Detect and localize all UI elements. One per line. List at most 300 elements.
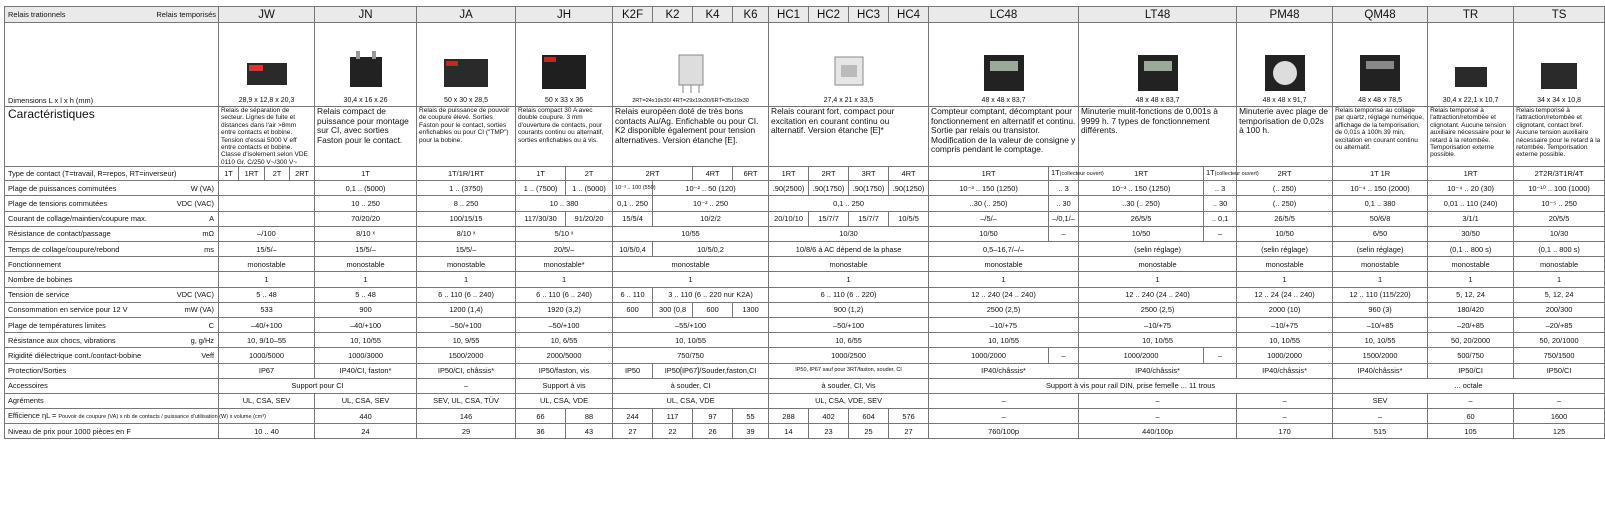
relay-photo-ja (436, 49, 496, 95)
cell-type-lc48-2-main: 1T (1051, 168, 1060, 178)
cell-service-jh: 6 .. 110 (6 .. 240) (516, 287, 613, 302)
cell-temp-lt48: –10/+75 (1079, 317, 1237, 332)
cell-times-qm48: (selin réglage) (1333, 242, 1428, 257)
label-consumption-text: Consommation en service pour 12 V (8, 305, 128, 315)
label-times-text: Temps de collage/coupure/rebond (8, 244, 120, 254)
cell-eff-hc1: 288 (769, 409, 809, 424)
cell-prot-qm48: IP40/châssis* (1333, 363, 1428, 378)
cell-shock-ja: 10, 9/55 (417, 333, 516, 348)
model-hc2: HC2 (809, 7, 849, 23)
header-label-cell (5, 7, 219, 23)
cell-prot-ts: IP50/CI (1514, 363, 1605, 378)
label-switching-voltage-unit: VDC (VAC) (176, 199, 214, 209)
dims-ja: 50 x 30 x 28,5 (444, 97, 489, 104)
label-contact-type: Type de contact (T=travail, R=repos, RT=inverseur) (5, 167, 219, 181)
row-approvals (5, 393, 1605, 408)
cell-power-jh-1: 1 .. (7500) (516, 181, 566, 196)
cell-prot-lc48: IP40/châssis* (929, 363, 1079, 378)
cell-resist-k2: 10/55 (613, 226, 769, 241)
cell-current-lt48-1: 26/5/5 (1079, 211, 1204, 226)
cell-resist-ja: 8/10 ˣ (417, 226, 516, 241)
cell-type-lt48-2 (1204, 167, 1259, 181)
cell-temp-qm48: –10/+85 (1333, 317, 1428, 332)
cell-type-jw-2: 1RT (239, 167, 265, 181)
desc-lc48: Compteur comptant, décomptant pour fonctionnement en alternatif et continu. Sortie par relais ou transistor. Modification de la valeur de consigne y compris pendant le comptage. (929, 107, 1079, 167)
cell-eff-qm48: – (1333, 409, 1428, 424)
cell-temp-tr: –20/+85 (1428, 317, 1514, 332)
label-resistance-text: Résistance de contact/passage (8, 229, 111, 239)
cell-access-jw-jn: Support pour CI (219, 378, 417, 393)
cell-power-hc3: .90(1750) (849, 181, 889, 196)
cell-coils-hc: 1 (769, 272, 929, 287)
cell-current-hc3: 15/7/7 (849, 211, 889, 226)
cell-type-jn: 1T (315, 167, 417, 181)
cell-approv-lc48: – (929, 393, 1079, 408)
label-switching-voltage (5, 196, 219, 211)
relay-photo-jh (534, 49, 594, 95)
cell-consump-qm48: 960 (3) (1333, 302, 1428, 317)
cell-times-jw: 15/5/– (219, 242, 315, 257)
row-resistance (5, 226, 1605, 241)
row-contact-type (5, 167, 1605, 181)
desc-jw: Relais de séparation de secteur. Lignes de fuite et distances dans l'air >8mm entre contacts et bobine. Tension d'essai 5000 V eff entre contacts et bobine. Classe d'isolement selon VDE 0110 Gr. C/250 V~/300 V~ (219, 107, 315, 167)
cell-power-jw (219, 181, 315, 196)
cell-temp-jh: –50/+100 (516, 317, 613, 332)
cell-price-hc2: 23 (809, 424, 849, 439)
model-ts: TS (1514, 7, 1605, 23)
cell-type-lc48-1: 1RT (929, 167, 1049, 181)
cell-func-jw: monostable (219, 257, 315, 272)
cell-dielec-jn: 1000/3000 (315, 348, 417, 363)
model-lc48: LC48 (929, 7, 1079, 23)
header-row (5, 7, 1605, 23)
cell-consump-lc48: 2500 (2,5) (929, 302, 1079, 317)
row-temperature (5, 317, 1605, 332)
cell-type-k4: 4RT (693, 167, 733, 181)
desc-tr: Relais temporisé à l'attraction/retombée et clignotant. Aucune tension auxiliaire nécessaire pour le retard à la retombée. Temporisation externe possible. (1428, 107, 1514, 167)
cell-type-hc4: 4RT (889, 167, 929, 181)
cell-coils-pm48: 1 (1237, 272, 1333, 287)
cell-power-ja: 1 .. (3750) (417, 181, 516, 196)
label-service-voltage (5, 287, 219, 302)
relay-comparison-sheet (4, 6, 1601, 506)
cell-prot-jn: IP40/CI, faston* (315, 363, 417, 378)
cell-func-pm48: monostable (1237, 257, 1333, 272)
label-efficiency-formula: Pouvoir de coupure (VA) x nb de contacts / puissance d'utilisation (W) x volume (cm³) (58, 413, 266, 420)
cell-service-hc: 6 .. 110 (6 .. 220) (769, 287, 929, 302)
cell-eff-ja: 146 (417, 409, 516, 424)
relay-photo-hc (819, 49, 879, 95)
cell-type-lt48-1: 1RT (1079, 167, 1204, 181)
cell-type-hc1: 1RT (769, 167, 809, 181)
cell-price-pm48: 170 (1237, 424, 1333, 439)
cell-voltage-lc48-2: .. 30 (1049, 196, 1079, 211)
label-dielectric-text: Rigidité diélectrique cont./contact-bobine (8, 350, 142, 360)
cell-prot-k2f: IP50 (613, 363, 653, 378)
cell-eff-pm48: – (1237, 409, 1333, 424)
cell-temp-jn: –40/+100 (315, 317, 417, 332)
cell-shock-ts: 50, 20/1000 (1514, 333, 1605, 348)
dims-ts: 34 x 34 x 10,8 (1537, 97, 1582, 104)
cell-dielec-k2: 750/750 (613, 348, 769, 363)
cell-func-jh: monostable* (516, 257, 613, 272)
cell-dielec-pm48: 1000/2000 (1237, 348, 1333, 363)
cell-dielec-hc: 1000/2500 (769, 348, 929, 363)
label-protection: Protection/Sorties (5, 363, 219, 378)
cell-voltage-lt48-2: .. 30 (1204, 196, 1237, 211)
cell-resist-pm48: 10/50 (1237, 226, 1333, 241)
cell-times-lt48: (selin réglage) (1079, 242, 1237, 257)
cell-func-k2: monostable (613, 257, 769, 272)
cell-resist-jh: 5/10 ˣ (516, 226, 613, 241)
cell-times-ja: 15/5/– (417, 242, 516, 257)
cell-shock-tr: 50, 20/2000 (1428, 333, 1514, 348)
description-row (5, 107, 1605, 167)
label-service-voltage-unit: VDC (VAC) (176, 290, 214, 300)
cell-dielec-lt48-1: 1000/2000 (1079, 348, 1204, 363)
cell-times-lc48: 0,5–16,7/–/– (929, 242, 1079, 257)
cell-voltage-k2: 10⁻² .. 250 (653, 196, 769, 211)
cell-type-tr: 1RT (1428, 167, 1514, 181)
cell-resist-lt48-1: 10/50 (1079, 226, 1204, 241)
cell-power-k2f: 10⁻³ .. 100 (550) (613, 181, 653, 196)
cell-service-k2: 3 .. 110 (6 .. 220 nur K2A) (653, 287, 769, 302)
cell-approv-tr: – (1428, 393, 1514, 408)
row-efficiency (5, 409, 1605, 424)
cell-current-hc4: 10/5/5 (889, 211, 929, 226)
photo-cell-qm48 (1333, 23, 1428, 107)
cell-access-lc-pm: Support à vis pour rail DIN, prise femelle ... 11 trous (929, 378, 1333, 393)
cell-temp-hc: –50/+100 (769, 317, 929, 332)
cell-times-pm48: (selin réglage) (1237, 242, 1333, 257)
cell-approv-qm48: SEV (1333, 393, 1428, 408)
cell-power-pm48: (.. 250) (1237, 181, 1333, 196)
cell-resist-jn: 8/10 ˣ (315, 226, 417, 241)
cell-eff-hc4: 576 (889, 409, 929, 424)
cell-consump-ts: 200/300 (1514, 302, 1605, 317)
cell-temp-ts: –20/+85 (1514, 317, 1605, 332)
desc-pm48: Minuterie avec plage de temporisation de 0,02s à 100 h. (1237, 107, 1333, 167)
cell-voltage-ts: 10⁻⁵ .. 250 (1514, 196, 1605, 211)
cell-consump-k4: 600 (693, 302, 733, 317)
cell-power-lt48-2: .. 3 (1204, 181, 1237, 196)
model-jh: JH (516, 7, 613, 23)
cell-coils-lt48: 1 (1079, 272, 1237, 287)
cell-power-ts: 10⁻¹⁰ .. 100 (1000) (1514, 181, 1605, 196)
cell-shock-pm48: 10, 10/55 (1237, 333, 1333, 348)
cell-price-k6: 39 (733, 424, 769, 439)
cell-type-jw-4: 2RT (290, 167, 315, 181)
dimensions-label: Dimensions L x l x h (mm) (5, 23, 219, 107)
cell-resist-lc48-2: – (1049, 226, 1079, 241)
header-label-left: Relais trationnels (8, 9, 66, 19)
model-pm48: PM48 (1237, 7, 1333, 23)
cell-dielec-lc48-2: – (1049, 348, 1079, 363)
cell-approv-ts: – (1514, 393, 1605, 408)
photo-cell-hc (769, 23, 929, 107)
cell-eff-jn: 440 (315, 409, 417, 424)
cell-voltage-qm48: 0,1 .. 380 (1333, 196, 1428, 211)
model-k2f: K2F (613, 7, 653, 23)
label-consumption (5, 302, 219, 317)
desc-jh: Relais compact 30 A avec double coupure. 3 mm d'ouverture de contacts, pour courants continu ou alternatif, sorties enfichables ou à vis. (516, 107, 613, 167)
cell-coils-jn: 1 (315, 272, 417, 287)
cell-dielec-jh: 2000/5000 (516, 348, 613, 363)
relay-photo-lc48 (974, 49, 1034, 95)
cell-eff-ts: 1600 (1514, 409, 1605, 424)
model-k2: K2 (653, 7, 693, 23)
row-shock (5, 333, 1605, 348)
cell-power-qm48: 10⁻⁴ .. 150 (2000) (1333, 181, 1428, 196)
cell-consump-lt48: 2500 (2,5) (1079, 302, 1237, 317)
cell-dielec-qm48: 1500/2000 (1333, 348, 1428, 363)
cell-shock-qm48: 10, 10/55 (1333, 333, 1428, 348)
cell-voltage-tr: 0,01 .. 110 (240) (1428, 196, 1514, 211)
cell-type-k2: 2RT (613, 167, 693, 181)
cell-func-lt48: monostable (1079, 257, 1237, 272)
row-function (5, 257, 1605, 272)
cell-price-jw: 10 .. 40 (219, 424, 315, 439)
cell-power-hc2: .90(1750) (809, 181, 849, 196)
cell-shock-hc: 10, 6/55 (769, 333, 929, 348)
cell-price-hc1: 14 (769, 424, 809, 439)
cell-prot-tr: IP50/CI (1428, 363, 1514, 378)
cell-price-lt48: 440/100p (1079, 424, 1237, 439)
cell-current-k2: 10/2/2 (653, 211, 769, 226)
cell-current-jh-1: 117/30/30 (516, 211, 566, 226)
cell-consump-ja: 1200 (1,4) (417, 302, 516, 317)
desc-ja: Relais de puissance de pouvoir de coupure élevé. Sorties Faston pour le contact, sorties enfichables ou pour CI ("TMP") pour la bobine. (417, 107, 516, 167)
label-shock-text: Résistance aux chocs, vibrations (8, 335, 116, 345)
cell-shock-k2: 10, 10/55 (613, 333, 769, 348)
dims-lt48: 48 x 48 x 83,7 (1135, 97, 1180, 104)
cell-approv-k2: UL, CSA, VDE (613, 393, 769, 408)
cell-power-jn: 0,1 .. (5000) (315, 181, 417, 196)
cell-service-qm48: 12 .. 110 (115/220) (1333, 287, 1428, 302)
model-k4: K4 (693, 7, 733, 23)
cell-times-jh: 20/5/– (516, 242, 613, 257)
cell-prot-ja: IP50/CI, châssis* (417, 363, 516, 378)
row-times (5, 242, 1605, 257)
cell-type-hc2: 2RT (809, 167, 849, 181)
cell-approv-lt48: – (1079, 393, 1237, 408)
photo-cell-k2 (613, 23, 769, 107)
cell-eff-jh-1: 66 (516, 409, 566, 424)
cell-type-ja: 1T/1R/1RT (417, 167, 516, 181)
cell-type-lc48-2-note: (collecteur ouvert) (1059, 171, 1104, 178)
model-tr: TR (1428, 7, 1514, 23)
cell-power-lc48-2: .. 3 (1049, 181, 1079, 196)
label-coils: Nombre de bobines (5, 272, 219, 287)
cell-consump-jw: 533 (219, 302, 315, 317)
cell-current-ja: 100/15/15 (417, 211, 516, 226)
cell-price-qm48: 515 (1333, 424, 1428, 439)
label-current-text: Courant de collage/maintien/coupure max. (8, 214, 147, 224)
cell-access-k2: à souder, CI (613, 378, 769, 393)
cell-approv-jw: UL, CSA, SEV (219, 393, 315, 408)
label-switching-voltage-text: Plage de tensions commutées (8, 199, 108, 209)
cell-current-jw (219, 211, 315, 226)
cell-eff-k4: 97 (693, 409, 733, 424)
cell-power-hc4: .90(1250) (889, 181, 929, 196)
cell-current-jn: 70/20/20 (315, 211, 417, 226)
relay-photo-k2 (661, 49, 721, 95)
cell-voltage-jh: 10 .. 380 (516, 196, 613, 211)
row-price (5, 424, 1605, 439)
cell-eff-jh-2: 88 (566, 409, 613, 424)
cell-consump-k2f: 600 (613, 302, 653, 317)
dims-qm48: 48 x 48 x 78,5 (1358, 97, 1403, 104)
cell-service-lc48: 12 .. 240 (24 .. 240) (929, 287, 1079, 302)
label-efficiency (5, 409, 266, 424)
cell-coils-qm48: 1 (1333, 272, 1428, 287)
cell-price-k2: 22 (653, 424, 693, 439)
desc-jn: Relais compact de puissance pour montage sur CI, avec sorties Faston pour le contact. (315, 107, 417, 167)
row-protection (5, 363, 1605, 378)
cell-current-qm48: 50/6/8 (1333, 211, 1428, 226)
cell-eff-hc3: 604 (849, 409, 889, 424)
cell-times-hc: 10/8/6 à AC dépend de la phase (769, 242, 929, 257)
relay-photo-ts (1529, 49, 1589, 95)
relay-photo-qm48 (1350, 49, 1410, 95)
cell-price-ts: 125 (1514, 424, 1605, 439)
desc-k2: Relais européen doté de très bons contacts Au/Ag. Enfichable ou pour CI. K2 disponible également pour tension alternatives. Version étanche [E]. (613, 107, 769, 167)
cell-coils-jw: 1 (219, 272, 315, 287)
photo-cell-jw (219, 23, 315, 107)
cell-prot-jh: IP50/faston, vis (516, 363, 613, 378)
label-temperature-unit: C (208, 320, 214, 330)
cell-price-lc48: 760/100p (929, 424, 1079, 439)
cell-func-jn: monostable (315, 257, 417, 272)
desc-lt48: Minuterie mulit-fonctions de 0,001s à 9999 h. 7 types de fonctionnement différents. (1079, 107, 1237, 167)
label-accessories: Accessoires (5, 378, 219, 393)
cell-voltage-hc: 0,1 .. 250 (769, 196, 929, 211)
cell-current-lt48-2: .. 0,1 (1204, 211, 1237, 226)
characteristics-heading: Caractéristiques (5, 107, 219, 167)
row-consumption (5, 302, 1605, 317)
label-shock (5, 333, 219, 348)
relay-photo-jw (237, 49, 297, 95)
cell-service-pm48: 12 .. 24 (24 .. 240) (1237, 287, 1333, 302)
desc-qm48: Relais temporisé au collage par quartz, réglage numérique, affichage de la temporisation, de 0,01s à 100h 39 min, excitation en courant continu ou alternatif. (1333, 107, 1428, 167)
dims-jn: 30,4 x 16 x 26 (343, 97, 388, 104)
dimensions-row (5, 23, 1605, 107)
cell-type-ts: 2T2R/3T1R/4T (1514, 167, 1605, 181)
cell-func-ts: monostable (1514, 257, 1605, 272)
cell-power-tr: 10⁻⁴ .. 20 (30) (1428, 181, 1514, 196)
model-jn: JN (315, 7, 417, 23)
cell-resist-tr: 30/50 (1428, 226, 1514, 241)
cell-eff-lc48: – (929, 409, 1079, 424)
label-switching-power (5, 181, 219, 196)
cell-type-jw-1: 1T (219, 167, 239, 181)
label-function: Fonctionnement (5, 257, 219, 272)
cell-current-k2f: 15/5/4 (613, 211, 653, 226)
cell-prot-lt48: IP40/châssis* (1079, 363, 1237, 378)
cell-type-k6: 6RT (733, 167, 769, 181)
cell-power-k2: 10⁻² .. 50 (120) (653, 181, 769, 196)
photo-cell-lt48 (1079, 23, 1237, 107)
cell-dielec-lc48-1: 1000/2000 (929, 348, 1049, 363)
label-price: Niveau de prix pour 1000 pièces en F (5, 424, 219, 439)
model-hc1: HC1 (769, 7, 809, 23)
relay-photo-lt48 (1128, 49, 1188, 95)
relay-photo-jn (336, 49, 396, 95)
cell-consump-jn: 900 (315, 302, 417, 317)
cell-approv-pm48: – (1237, 393, 1333, 408)
cell-times-ts: (0,1 .. 800 s) (1514, 242, 1605, 257)
dims-jw: 28,9 x 12,8 x 20,3 (238, 97, 295, 104)
cell-access-qm-ts: ... octale (1333, 378, 1605, 393)
cell-consump-tr: 180/420 (1428, 302, 1514, 317)
model-jw: JW (219, 7, 315, 23)
row-switching-voltage (5, 196, 1605, 211)
cell-coils-jh: 1 (516, 272, 613, 287)
cell-approv-jn: UL, CSA, SEV (315, 393, 417, 408)
cell-resist-qm48: 6/50 (1333, 226, 1428, 241)
cell-current-lc48-1: –/5/– (929, 211, 1049, 226)
cell-temp-jw: –40/+100 (219, 317, 315, 332)
cell-shock-lt48: 10, 10/55 (1079, 333, 1237, 348)
cell-consump-k6: 1300 (733, 302, 769, 317)
label-switching-power-unit: W (VA) (190, 183, 214, 193)
cell-approv-hc: UL, CSA, VDE, SEV (769, 393, 929, 408)
cell-times-k2: 10/5/0,2 (653, 242, 769, 257)
cell-voltage-jn: 10 .. 250 (315, 196, 417, 211)
cell-approv-ja: SEV, UL, CSA, TÜV (417, 393, 516, 408)
cell-current-pm48: 26/5/5 (1237, 211, 1333, 226)
label-resistance-unit: mΩ (202, 229, 214, 239)
photo-cell-jn (315, 23, 417, 107)
cell-consump-pm48: 2000 (10) (1237, 302, 1333, 317)
row-current (5, 211, 1605, 226)
cell-times-k2f: 10/5/0,4 (613, 242, 653, 257)
row-service-voltage (5, 287, 1605, 302)
cell-eff-lt48: – (1079, 409, 1237, 424)
cell-coils-tr: 1 (1428, 272, 1514, 287)
cell-price-k2f: 27 (613, 424, 653, 439)
model-k6: K6 (733, 7, 769, 23)
row-switching-power (5, 181, 1605, 196)
cell-power-jh-2: 1 .. (5000) (566, 181, 613, 196)
cell-current-tr: 3/1/1 (1428, 211, 1514, 226)
cell-approv-jh: UL, CSA, VDE (516, 393, 613, 408)
cell-type-jw-3: 2T (265, 167, 290, 181)
label-current-unit: A (209, 214, 214, 224)
model-ja: JA (417, 7, 516, 23)
label-dielectric (5, 348, 219, 363)
cell-type-lc48-2 (1049, 167, 1104, 181)
label-switching-power-text: Plage de puissances commutées (8, 183, 117, 193)
cell-coils-k2: 1 (613, 272, 769, 287)
cell-shock-jw: 10, 9/10–55 (219, 333, 315, 348)
cell-func-ja: monostable (417, 257, 516, 272)
dims-tr: 30,4 x 22,1 x 10,7 (1442, 97, 1499, 104)
cell-current-hc1: 20/10/10 (769, 211, 809, 226)
row-dielectric (5, 348, 1605, 363)
dims-lc48: 48 x 48 x 83,7 (981, 97, 1026, 104)
cell-voltage-lc48-1: ..30 (.. 250) (929, 196, 1049, 211)
cell-prot-jw: IP67 (219, 363, 315, 378)
dims-jh: 50 x 33 x 36 (544, 97, 584, 104)
cell-prot-pm48: IP40/châssis* (1237, 363, 1333, 378)
cell-dielec-lt48-2: – (1204, 348, 1237, 363)
cell-service-tr: 5, 12, 24 (1428, 287, 1514, 302)
cell-temp-k2: –55/+100 (613, 317, 769, 332)
cell-price-tr: 105 (1428, 424, 1514, 439)
cell-current-jh-2: 91/20/20 (566, 211, 613, 226)
label-times-unit: ms (204, 244, 214, 254)
